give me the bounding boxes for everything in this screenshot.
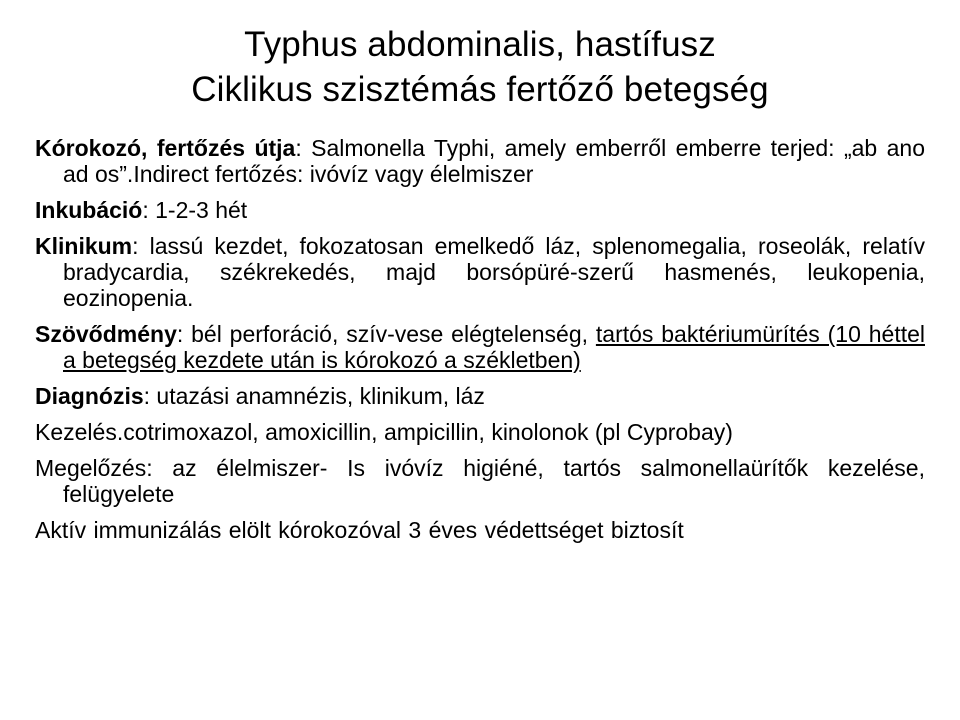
paragraph-megelozes: Megelőzés: az élelmiszer- Is ivóvíz higiéné, tartós salmonellaürítők kezelése, felügyelete	[35, 455, 925, 507]
text-szovodmeny: bél perforáció, szív-vese elégtelenség,	[191, 321, 596, 347]
title-line-2: Ciklikus szisztémás fertőző betegség	[191, 70, 769, 109]
paragraph-korokozo	[35, 135, 925, 187]
sep-szovodmeny: :	[176, 321, 192, 347]
paragraph-diagnozis	[35, 383, 925, 409]
title-line-1: Typhus abdominalis, hastífusz	[244, 25, 716, 64]
label-szovodmeny: Szövődmény	[35, 321, 177, 347]
underlined-szovodmeny: tartós baktériumürítés (10 héttel a betegség kezdete után is kórokozó a székletben)	[63, 321, 925, 373]
label-diagnozis: Diagnózis	[35, 383, 144, 409]
label-klinikum: Klinikum	[35, 233, 133, 259]
slide-title	[0, 22, 960, 112]
paragraph-inkubacio	[35, 197, 925, 223]
paragraph-szovodmeny	[35, 321, 925, 373]
paragraph-klinikum	[35, 233, 925, 311]
text-klinikum: lassú kezdet, fokozatosan emelkedő láz, splenomegalia, roseolák, relatív bradycardia, székrekedés, majd borsópüré-szerű hasmenés, leukopenia, eozinopenia.	[63, 233, 926, 311]
label-korokozo: Kórokozó, fertőzés útja	[35, 135, 296, 161]
sep-korokozo: :	[295, 135, 312, 161]
text-diagnozis: utazási anamnézis, klinikum, láz	[156, 383, 485, 409]
label-inkubacio: Inkubáció	[35, 197, 143, 223]
text-inkubacio: 1-2-3 hét	[155, 197, 248, 223]
paragraph-immunizalas: Aktív immunizálás elölt kórokozóval 3 éves védettséget biztosít	[35, 517, 684, 543]
paragraph-kezeles: Kezelés.cotrimoxazol, amoxicillin, ampicillin, kinolonok (pl Cyprobay)	[35, 419, 733, 445]
text-korokozo: Salmonella Typhi, amely emberről emberre terjed: „ab ano ad os”.Indirect fertőzés: ivóvíz vagy élelmiszer	[63, 135, 925, 187]
sep-diagnozis: :	[143, 383, 157, 409]
slide-body	[35, 135, 925, 553]
sep-klinikum: :	[132, 233, 150, 259]
sep-inkubacio: :	[142, 197, 156, 223]
